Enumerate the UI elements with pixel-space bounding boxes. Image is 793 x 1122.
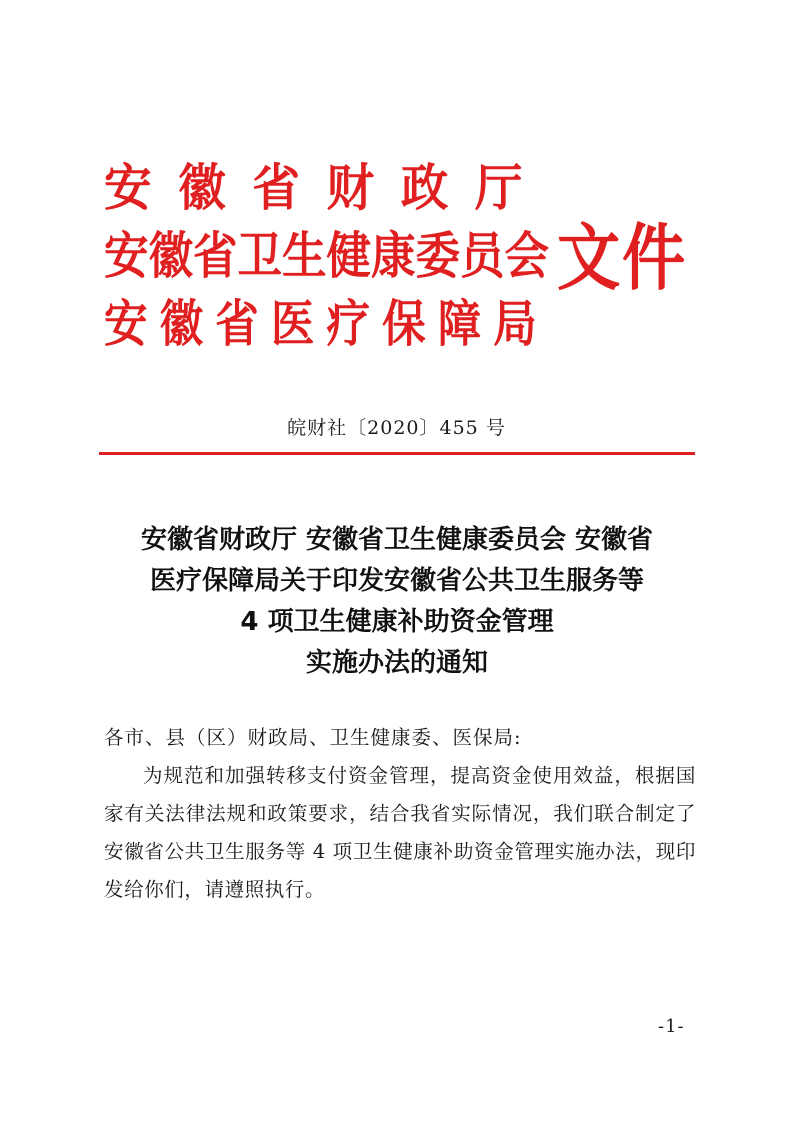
page-number: -1- [658, 1016, 685, 1037]
title-line: 医疗保障局关于印发安徽省公共卫生服务等 [149, 566, 644, 596]
body-paragraph: 为规范和加强转移支付资金管理，提高资金使用效益，根据国家有关法律法规和政策要求，结合我省实际情况，我们联合制定了安徽省公共卫生服务等 4 项卫生健康补助资金管理实施办法，现印发给你们，请遵照执行。 [104, 764, 696, 901]
document-title [96, 520, 698, 684]
issuer-finance-department: 安徽省财政厅 [104, 158, 550, 217]
title-line: 安徽省财政厅 安徽省卫生健康委员会 安徽省 [140, 525, 654, 555]
document-kind-label: 文件 [557, 215, 687, 300]
issuer-health-commission: 安徽省卫生健康委员会 [104, 226, 549, 285]
red-divider-line [99, 452, 695, 455]
document-body [104, 719, 696, 909]
issuer-medical-security-bureau: 安徽省医疗保障局 [104, 294, 549, 353]
title-line: 实施办法的通知 [305, 648, 488, 678]
red-letterhead [104, 158, 704, 358]
document-number: 皖财社〔2020〕455 号 [287, 417, 506, 439]
salutation: 各市、县（区）财政局、卫生健康委、医保局: [104, 726, 522, 749]
title-line: 4 项卫生健康补助资金管理 [240, 607, 554, 637]
